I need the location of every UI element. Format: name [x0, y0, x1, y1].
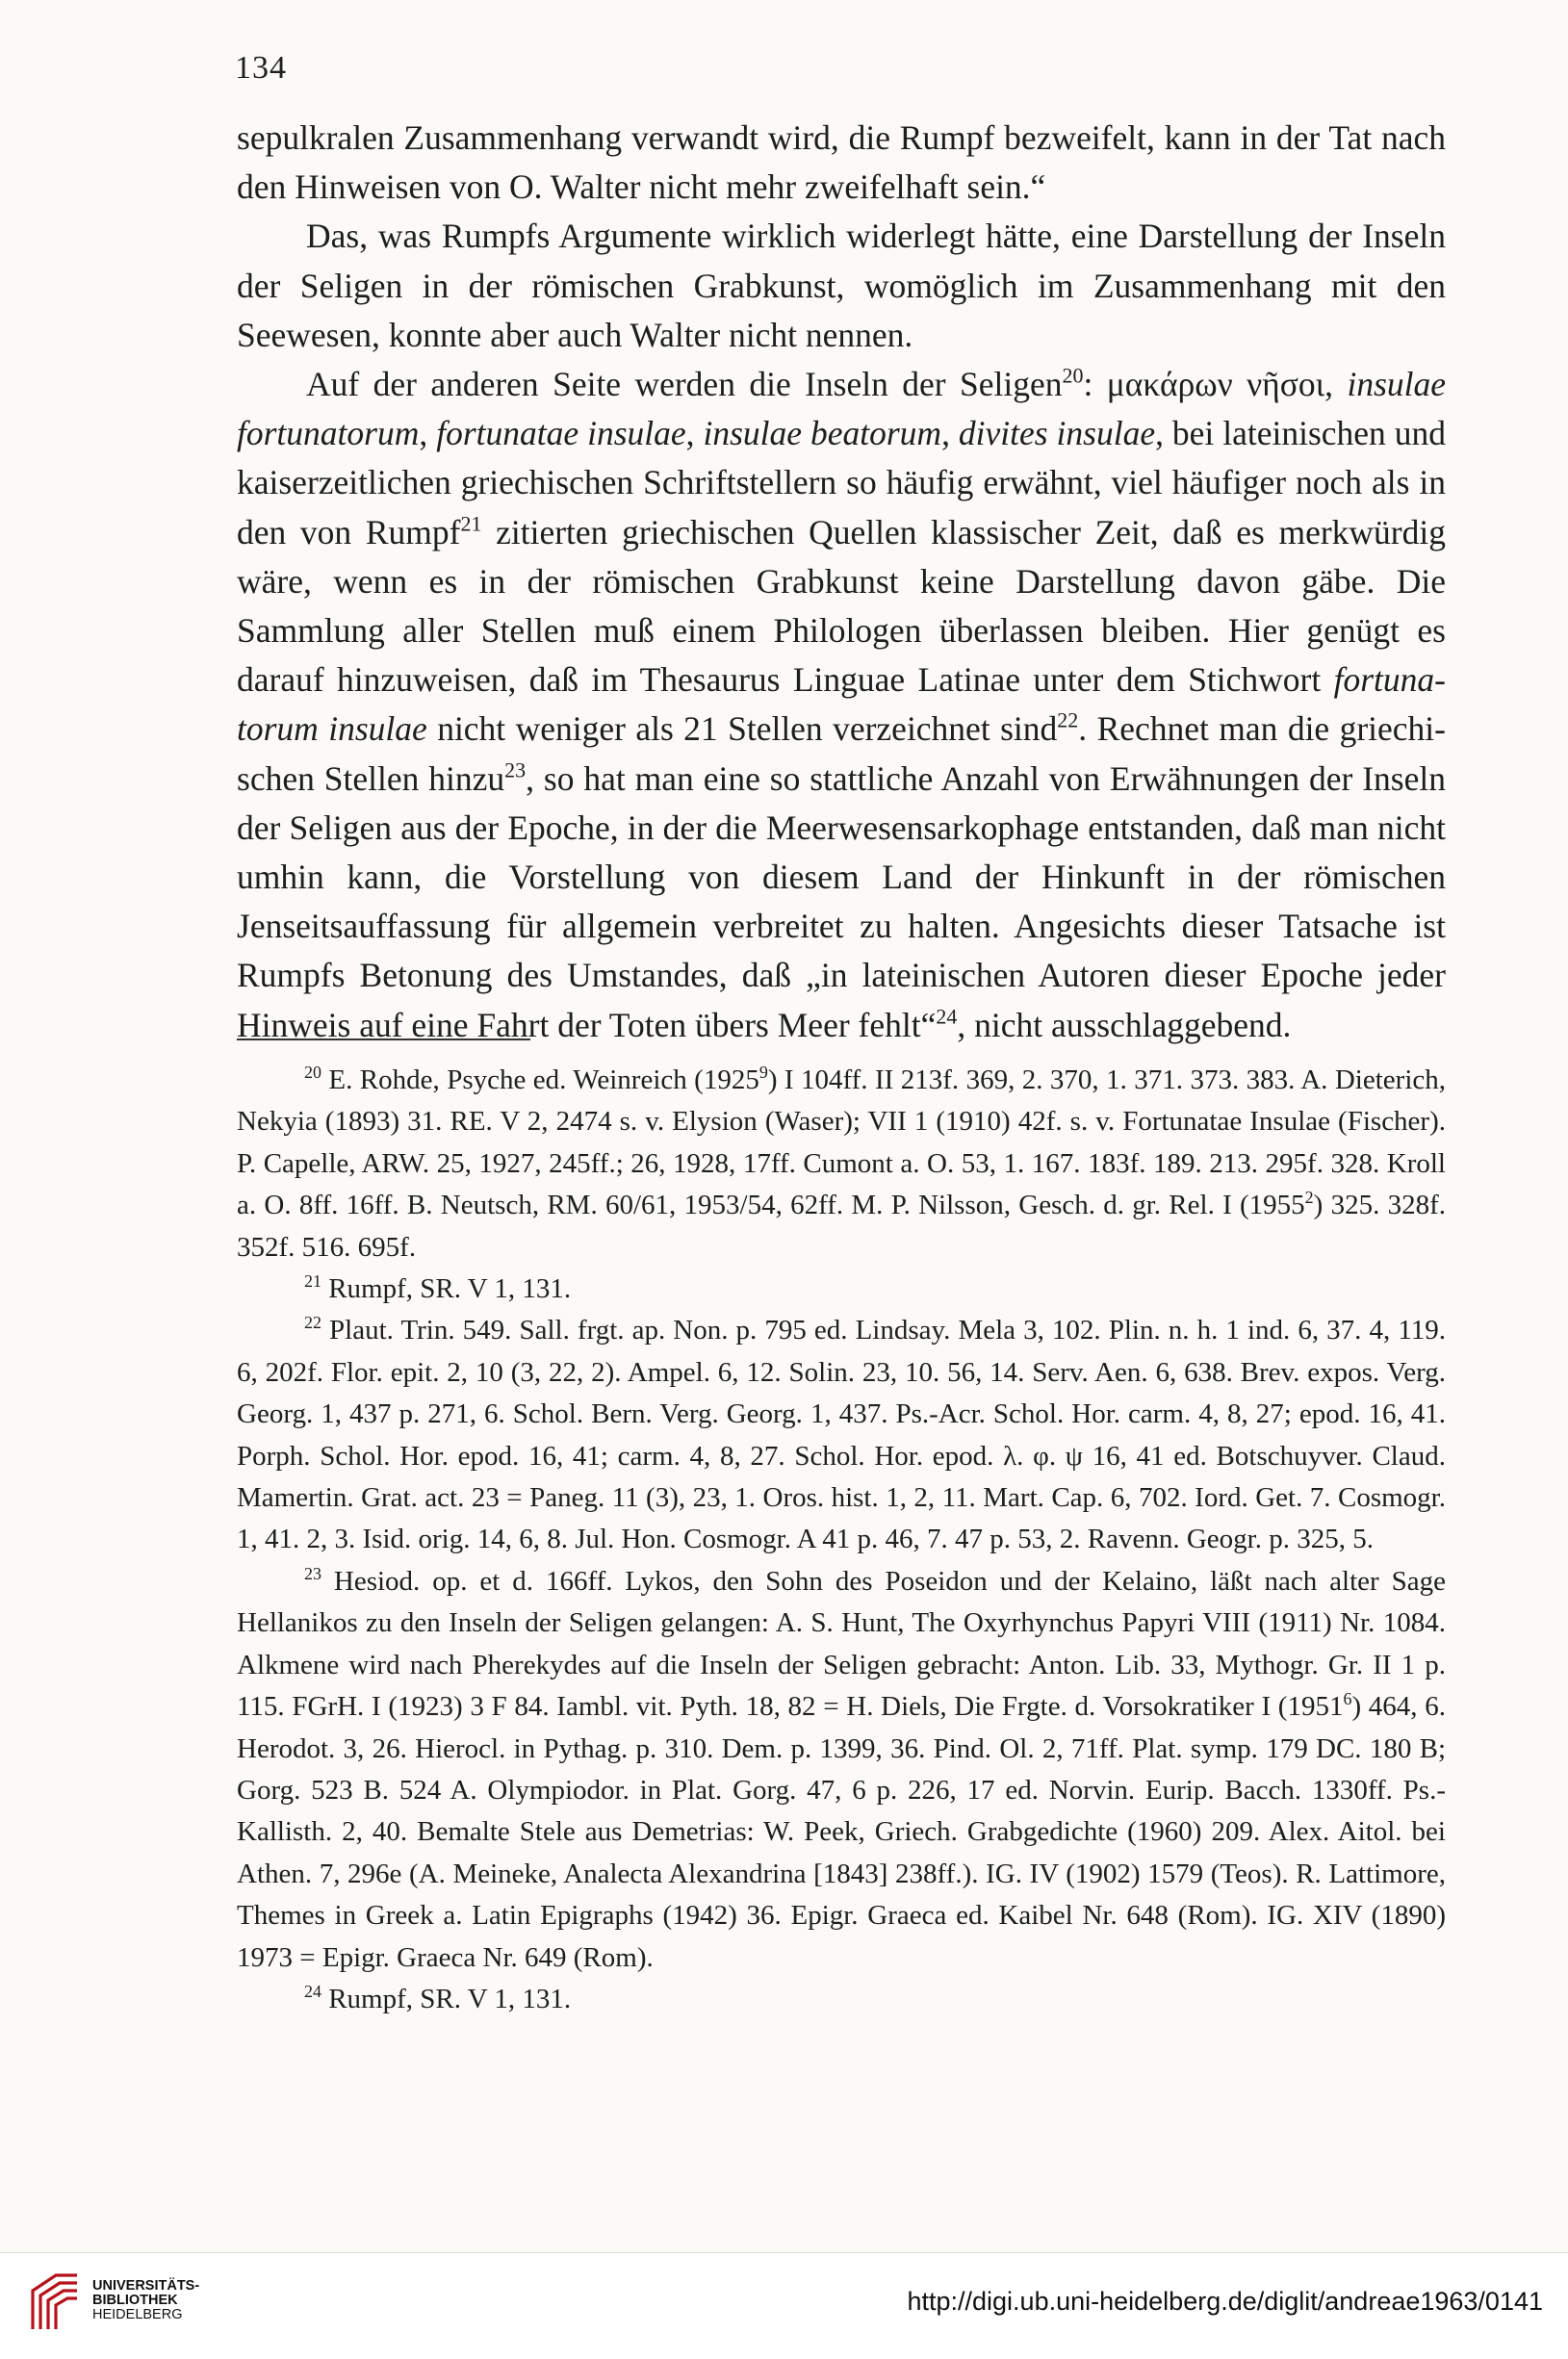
logo-line-1: UNIVERSITÄTS-: [92, 2278, 200, 2294]
page-number: 134: [235, 50, 287, 86]
footnotes: [237, 1060, 1446, 2020]
text-run: ) 325. 328f. 352f. 516. 695f.: [237, 1190, 1446, 1263]
footnote-20: [237, 1060, 1446, 1269]
footnote-divider: [237, 1038, 530, 1040]
library-logo-text: [92, 2279, 199, 2322]
footnote-ref: 22: [1057, 707, 1079, 732]
main-text: [237, 114, 1446, 1050]
text-run: Plaut. Trin. 549. Sall. frgt. ap. Non. p. 795 ed. Lindsay. Mela 3, 102. Plin. n. h. 1 ind. 6, 37. 4, 119. 6, 202f. Flor. epit. 2, 10 (3, 22, 2). Ampel. 6, 12. Solin. 23, 10. 56, 14. Serv. Aen. 6, 638. Brev. expos. Verg. Georg. 1, 437 p. 271, 6. Schol. Bern. Verg. Georg. 1, 437. Ps.-Acr. Schol. Hor. carm. 4, 8, 27; epod. 16, 41. Porph. Schol. Hor. epod. 16, 41; carm. 4, 8, 27. Schol. Hor. epod. λ. φ. ψ 16, 41 ed. Botschuyver. Claud. Mamertin. Grat. act. 23 = Paneg. 11 (3), 23, 1. Oros. hist. 1, 2, 11. Mart. Cap. 6, 702. Iord. Get. 7. Cosmogr. 1, 41. 2, 3. Isid. orig. 14, 6, 8. Jul. Hon. Cosmogr. A 41 p. 46, 7. 47 p. 53, 2. Ravenn. Geogr. p. 325, 5.: [237, 1315, 1446, 1555]
italic-text: insulae beatorum: [703, 414, 942, 453]
text-run: ) 464, 6. Herodot. 3, 26. Hierocl. in Pythag. p. 310. Dem. p. 1399, 36. Pind. Ol. 2, 71ff. Plat. symp. 179 DC. 180 B; Gorg. 523 B. 524 A. Olympiodor. in Plat. Gorg. 47, 6 p. 226, 17 ed. Norvin. Eurip. Bacch. 1330ff. Ps.-Kallisth. 2, 40. Bemalte Stele aus Demetrias: W. Peek, Griech. Grabgedichte (1960) 209. Alex. Aitol. bei Athen. 7, 296e (A. Meineke, Analecta Alexandrina [1843] 238ff.). IG. IV (1902) 1579 (Teos). R. Lattimore, Themes in Greek a. Latin Epigraphs (1942) 36. Epigr. Graeca ed. Kaibel Nr. 648 (Rom). IG. XIV (1890) 1973 = Epigr. Graeca Nr. 649 (Rom).: [237, 1691, 1446, 1973]
footnote-23: [237, 1561, 1446, 1979]
text-run: . Rechnet man die griechischen Stellen hinzu: [237, 709, 1446, 798]
footnote-ref: 21: [460, 510, 482, 535]
text-run: sepulkralen Zusammenhang verwandt wird, die Rumpf bezweifelt, kann in der Tat nach den Hinweisen von O. Walter nicht mehr zweifelhaft sein.“: [237, 118, 1446, 207]
text-run: Auf der anderen Seite werden die Inseln der Seligen: [306, 365, 1063, 404]
footnote-ref: 21: [304, 1270, 321, 1291]
text-run: , so hat man eine so stattliche Anzahl von Erwähnungen der Inseln der Seligen aus der Epoche, in der die Meerwesensarkophage entstanden, daß man nicht umhin kann, die Vorstellung von diesem Land der Hinkunft in der römischen Jenseitsauffassung für allgemein verbreitet zu halten. Angesichts dieser Tatsache ist Rumpfs Betonung des Umstandes, daß „in lateinischen Autoren dieser Epoche jeder Hinweis auf eine Fahrt der Toten übers Meer fehlt“: [237, 758, 1446, 1044]
footnote-21: [237, 1269, 1446, 1310]
footnote-ref: 6: [1343, 1688, 1352, 1708]
text-run: , nicht ausschlaggebend.: [957, 1005, 1292, 1044]
text-run: : μακάρων νῆσοι,: [1083, 365, 1348, 404]
italic-text: divites insulae: [958, 414, 1156, 453]
footnote-ref: 2: [1304, 1188, 1314, 1208]
footnote-ref: 9: [758, 1062, 768, 1082]
footnote-24: [237, 1979, 1446, 2020]
text-run: , bei lateinischen und kaiserzeitlichen griechischen Schriftstellern so häufig erwähnt, viel häufiger noch als in den von Rumpf: [237, 414, 1447, 551]
source-url-link[interactable]: http://digi.ub.uni-heidelberg.de/diglit/andreae1963/0141: [907, 2287, 1543, 2316]
footnote-ref: 20: [304, 1062, 321, 1082]
footnote-22: [237, 1310, 1446, 1560]
text-run: Rumpf, SR. V 1, 131.: [321, 1983, 572, 2014]
text-run: ,: [941, 414, 959, 453]
footnote-ref: 23: [304, 1563, 321, 1583]
text-run: Rumpf, SR. V 1, 131.: [321, 1273, 572, 1305]
text-run: nicht weniger als 21 Stellen verzeichnet sind: [426, 709, 1058, 749]
library-logo-icon[interactable]: [27, 2269, 83, 2333]
text-run: E. Rohde, Psyche ed. Weinreich (1925: [321, 1064, 759, 1095]
text-run: zitierten griechischen Quellen klassischer Zeit, daß es merkwürdig wäre, wenn es in der römischen Grabkunst keine Darstellung davon gäbe. Die Sammlung aller Stellen muß einem Philologen überlassen bleiben. Hier genügt es darauf hinzuweisen, daß im Thesaurus Linguae Latinae unter dem Stichwort: [237, 512, 1446, 700]
paragraph-1: [237, 114, 1446, 212]
footnote-ref: 20: [1062, 363, 1084, 388]
logo-line-2: BIBLIOTHEK: [92, 2293, 178, 2308]
text-run: ) I 104ff. II 213f. 369, 2. 370, 1. 371. 373. 383. A. Dieterich, Nekyia (1893) 31. RE. V 2, 2474 s. v. Elysion (Waser); VII 1 (1910) 42f. s. v. Fortunatae Insulae (Fischer). P. Capelle, ARW. 25, 1927, 245ff.; 26, 1928, 17ff. Cumont a. O. 53, 1. 167. 183f. 189. 213. 295f. 328. Kroll a. O. 8ff. 16ff. B. Neutsch, RM. 60/61, 1953/54, 62ff. M. P. Nilsson, Gesch. d. gr. Rel. I (1955: [237, 1064, 1446, 1221]
footnote-ref: 22: [304, 1313, 321, 1333]
footnote-ref: 24: [936, 1004, 958, 1029]
italic-text: fortunatorum insulae: [237, 660, 1446, 749]
italic-text: fortunatae insulae: [436, 414, 686, 453]
paragraph-3: [237, 360, 1446, 1050]
text-run: Das, was Rumpfs Argumente wirklich widerlegt hätte, eine Darstellung der Inseln der Seligen in der römischen Grabkunst, womöglich im Zusammenhang mit den Seewesen, konnte aber auch Walter nicht nennen.: [237, 217, 1446, 354]
italic-text: insulae fortunatorum: [237, 365, 1447, 453]
logo-line-3: HEIDELBERG: [92, 2307, 183, 2322]
text-run: Hesiod. op. et d. 166ff. Lykos, den Sohn des Poseidon und der Kelaino, läßt nach alter Sage Hellanikos zu den Inseln der Seligen gelangen: A. S. Hunt, The Oxyrhynchus Papyri VIII (1911) Nr. 1084. Alkmene wird nach Pherekydes auf die Inseln der Seligen gebracht: Anton. Lib. 33, Mythogr. Gr. II 1 p. 115. FGrH. I (1923) 3 F 84. Iambl. vit. Pyth. 18, 82 = H. Diels, Die Frgte. d. Vorsokratiker I (1951: [237, 1565, 1446, 1723]
text-run: ,: [419, 414, 437, 453]
text-run: ,: [685, 414, 704, 453]
footnote-ref: 23: [504, 757, 527, 782]
footnote-ref: 24: [304, 1981, 321, 2001]
paragraph-2: [237, 212, 1446, 360]
